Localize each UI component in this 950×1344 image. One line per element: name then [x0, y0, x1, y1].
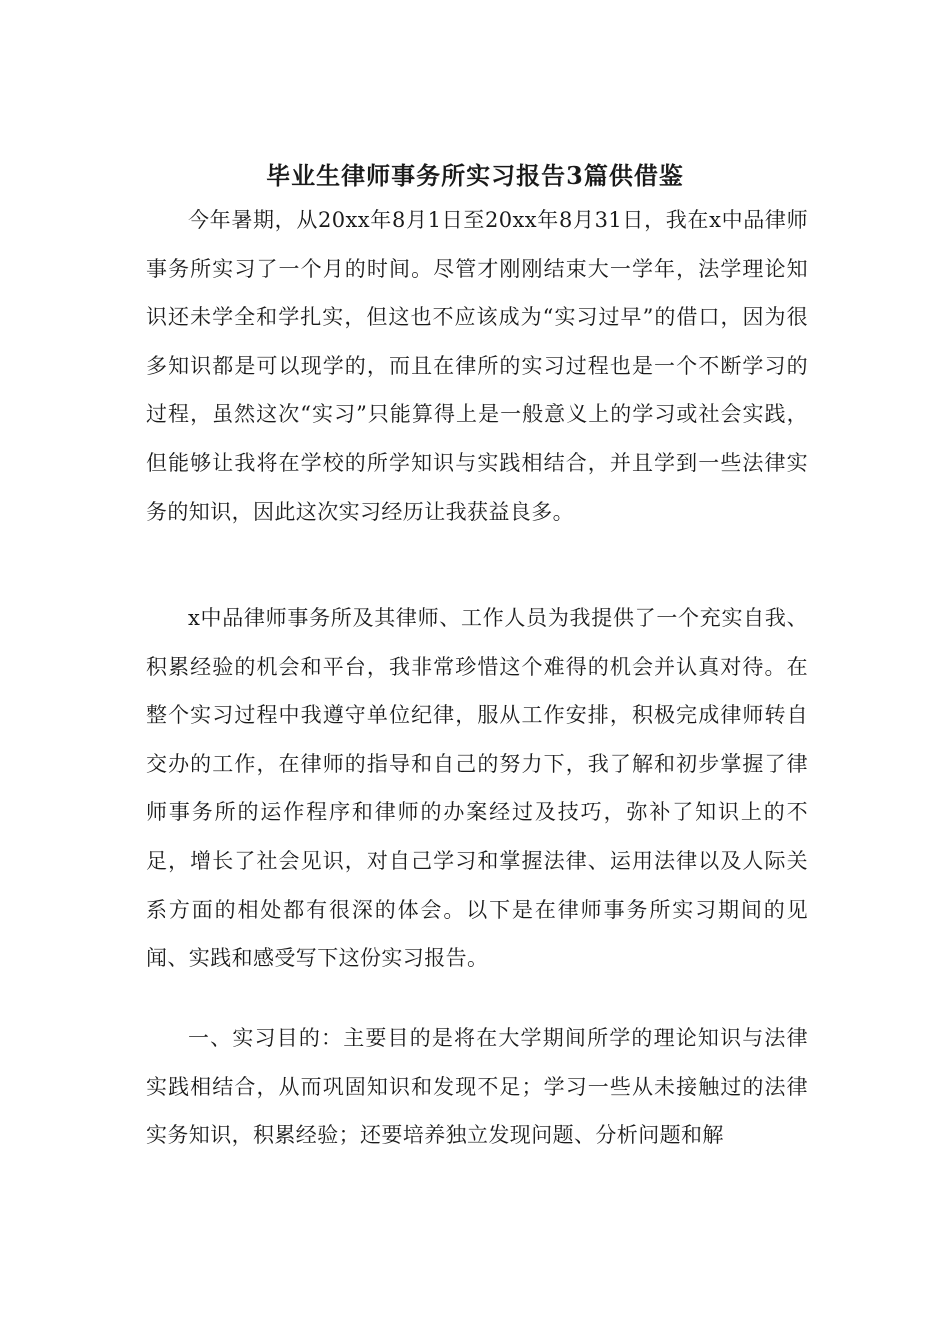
- document-title: 毕业生律师事务所实习报告3篇供借鉴: [266, 161, 684, 190]
- body-paragraph-2: x中品律师事务所及其律师、工作人员为我提供了一个充实自我、积累经验的机会和平台，我非常珍惜这个难得的机会并认真对待。在整个实习过程中我遵守单位纪律，服从工作安排，积极完成律师转自交办的工作，在律师的指导和自己的努力下，我了解和初步掌握了律师事务所的运作程序和律师的办案经过及技巧，弥补了知识上的不足，增长了社会见识，对自己学习和掌握法律、运用法律以及人际关系方面的相处都有很深的体会。以下是在律师事务所实习期间的见闻、实践和感受写下这份实习报告。: [146, 606, 808, 971]
- body-paragraph-1: 今年暑期，从20xx年8月1日至20xx年8月31日，我在x中品律师事务所实习了一个月的时间。尽管才刚刚结束大一学年，法学理论知识还未学全和学扎实，但这也不应该成为“实习过早”的借口，因为很多知识都是可以现学的，而且在律所的实习过程也是一个不断学习的过程，虽然这次“实习”只能算得上是一般意义上的学习或社会实践，但能够让我将在学校的所学知识与实践相结合，并且学到一些法律实务的知识，因此这次实习经历让我获益良多。: [146, 208, 808, 524]
- body-paragraph-3: 一、实习目的：主要目的是将在大学期间所学的理论知识与法律实践相结合，从而巩固知识和发现不足；学习一些从未接触过的法律实务知识，积累经验；还要培养独立发现问题、分析问题和解: [146, 1026, 808, 1148]
